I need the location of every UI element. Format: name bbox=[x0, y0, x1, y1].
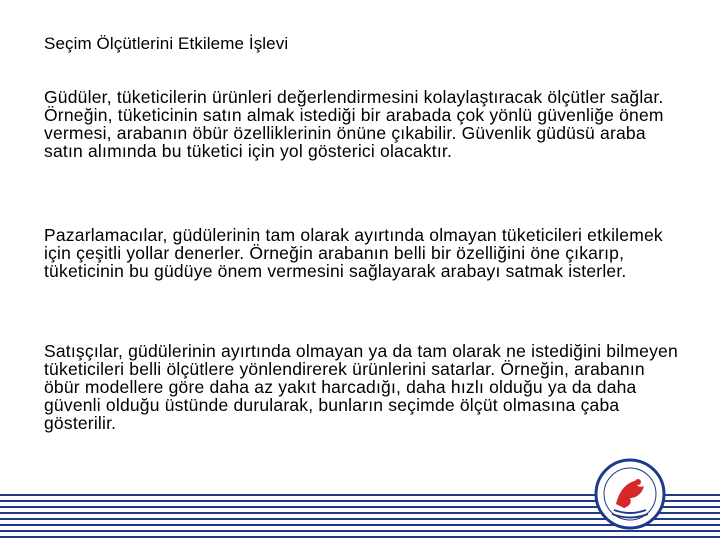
paragraph-3: Satışçılar, güdülerinin ayırtında olmayan ya da tam olarak ne istediğini bilmeyen tüketicileri belli ölçütlere yönlendirerek ürünlerini satarlar. Örneğin, arabanın öbür modellere göre daha az yakıt harcadığı, daha hızlı olduğu ya da daha güvenli olduğu üstünde durularak, bunların seçimde ölçüt olmasına çaba gösterilir. bbox=[44, 341, 678, 433]
paragraph-1: Güdüler, tüketicilerin ürünleri değerlendirmesini kolaylaştıracak ölçütler sağlar. Örneğin, tüketicinin satın almak istediği bir arabada çok yönlü güvenliğe önem vermesi, arabanın öbür özelliklerinin önüne çıkabilir. Güvenlik güdüsü araba satın alımında bu tüketici için yol gösterici olacaktır. bbox=[44, 87, 664, 161]
paragraph-2: Pazarlamacılar, güdülerinin tam olarak ayırtında olmayan tüketicileri etkilemek için çeşitli yollar denerler. Örneğin arabanın belli bir özelliğini öne çıkarıp, tüketicinin bu güdüye önem vermesini sağlayarak arabayı satmak isterler. bbox=[44, 225, 663, 281]
university-seal-icon bbox=[594, 458, 666, 530]
slide-title: Seçim Ölçütlerini Etkileme İşlevi bbox=[44, 34, 289, 53]
